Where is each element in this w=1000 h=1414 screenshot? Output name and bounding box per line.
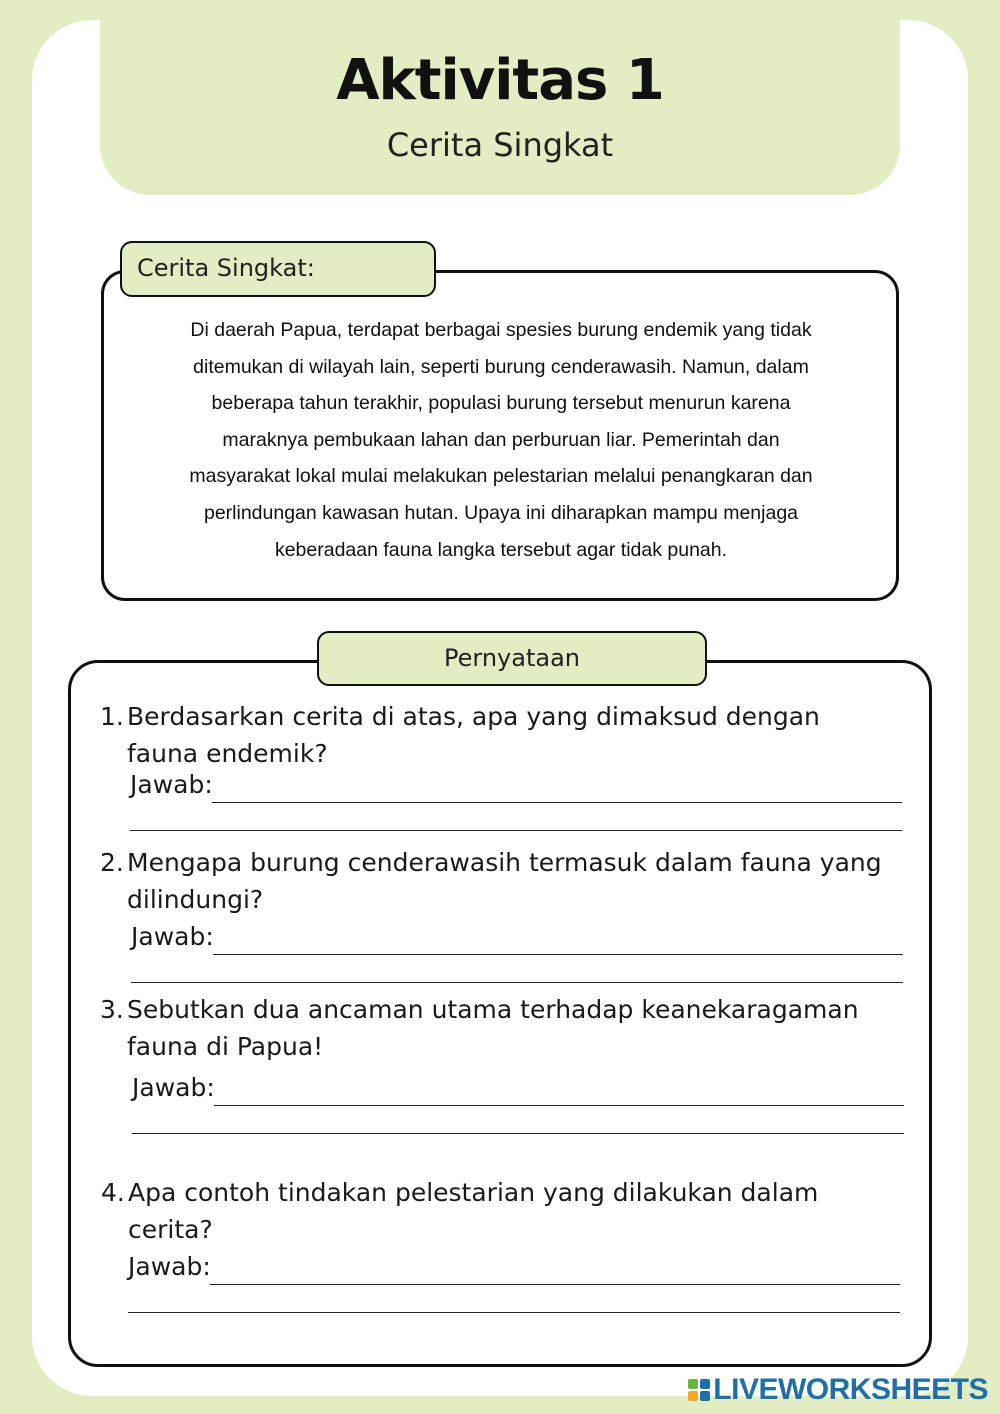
header-band — [100, 0, 900, 195]
answer-line-4b[interactable] — [128, 1312, 900, 1313]
answer-line-1a[interactable] — [212, 802, 902, 803]
answer-line-3a[interactable] — [214, 1105, 904, 1106]
page-title: Aktivitas 1 — [336, 48, 664, 113]
answer-label: Jawab: — [132, 1073, 215, 1102]
story-line: perlindungan kawasan hutan. Upaya ini diharapkan mampu menjaga — [203, 501, 799, 524]
story-line: masyarakat lokal mulai melakukan pelestarian melalui penangkaran dan — [189, 465, 813, 488]
question-text: Mengapa burung cenderawasih termasuk dalam fauna yang dilindungi? — [127, 848, 882, 914]
question-number: 2. — [100, 848, 124, 877]
question-number: 3. — [100, 995, 124, 1024]
story-line: ditemukan di wilayah lain, seperti burung cenderawasih. Namun, dalam — [193, 355, 809, 378]
question-number: 1. — [100, 702, 124, 731]
page-subtitle: Cerita Singkat — [386, 126, 614, 164]
liveworksheets-brand — [688, 1374, 988, 1406]
liveworksheets-logo-icon — [688, 1379, 710, 1401]
answer-line-2b[interactable] — [131, 982, 903, 983]
questions-tab-label: Pernyataan — [317, 631, 707, 686]
answer-label: Jawab: — [131, 922, 214, 951]
story-line: keberadaan fauna langka tersebut agar tidak punah. — [274, 538, 728, 561]
story-line: beberapa tahun terakhir, populasi burung tersebut menurun karena — [211, 392, 791, 415]
question-text: Berdasarkan cerita di atas, apa yang dimaksud dengan fauna endemik? — [127, 702, 820, 768]
question-text: Apa contoh tindakan pelestarian yang dilakukan dalam cerita? — [128, 1178, 819, 1244]
question-number: 4. — [101, 1178, 125, 1207]
answer-label: Jawab: — [130, 770, 213, 799]
answer-line-2a[interactable] — [213, 954, 903, 955]
answer-line-3b[interactable] — [132, 1133, 904, 1134]
story-tab-label: Cerita Singkat: — [120, 241, 436, 297]
story-line: maraknya pembukaan lahan dan perburuan liar. Pemerintah dan — [222, 428, 780, 451]
story-line: Di daerah Papua, terdapat berbagai spesies burung endemik yang tidak — [190, 319, 812, 341]
answer-line-1b[interactable] — [130, 830, 902, 831]
story-text — [118, 312, 884, 568]
question-text: Sebutkan dua ancaman utama terhadap keanekaragaman fauna di Papua! — [127, 995, 859, 1061]
answer-line-4a[interactable] — [210, 1284, 900, 1285]
answer-label: Jawab: — [128, 1252, 211, 1281]
brand-text: LIVEWORKSHEETS — [713, 1373, 988, 1406]
